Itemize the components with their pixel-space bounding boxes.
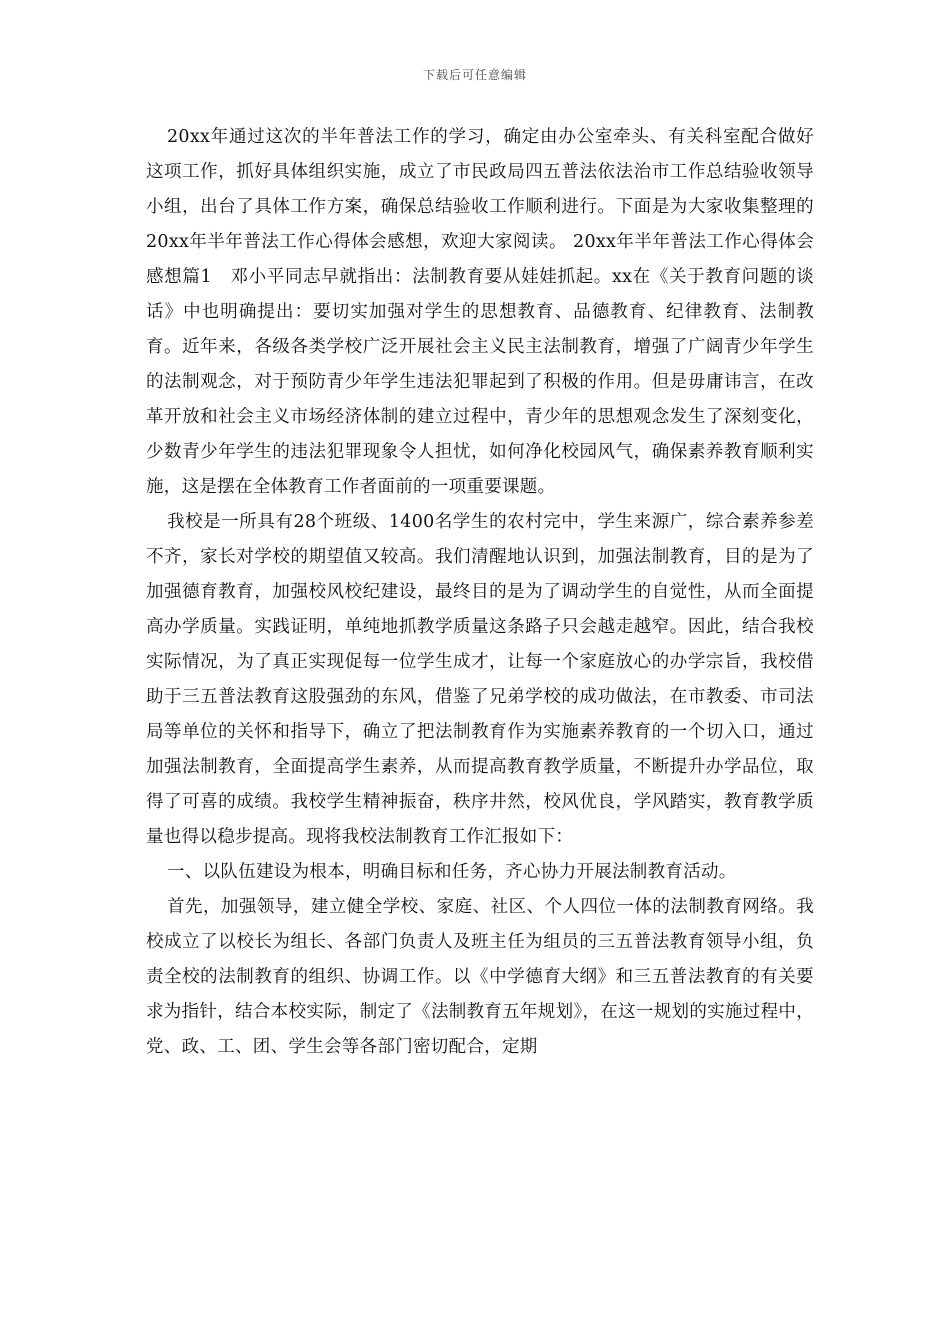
paragraph-intro: 20xx年通过这次的半年普法工作的学习，确定由办公室牵头、有关科室配合做好这项工作，抓好具体组织实施，成立了市民政局四五普法依法治市工作总结验收领导小组，出台了具体工作方案，确保总结验收工作顺利进行。下面是为大家收集整理的20xx年半年普法工作心得体会感想，欢迎大家阅读。 20xx年半年普法工作心得体会感想篇1 邓小平同志早就指出：法制教育要从娃娃抓起。xx在《关于教育问题的谈话》中也明确提出：要切实加强对学生的思想教育、品德教育、纪律教育、法制教育。近年来，各级各类学校广泛开展社会主义民主法制教育，增强了广阔青少年学生的法制观念，对于预防青少年学生违法犯罪起到了积极的作用。但是毋庸讳言，在改革开放和社会主义市场经济体制的建立过程中，青少年的思想观念发生了深刻变化，少数青少年学生的违法犯罪现象令人担忧，如何净化校园风气，确保素养教育顺利实施，这是摆在全体教育工作者面前的一项重要课题。 [146,127,814,497]
page-header: 下载后可任意编辑 [422,68,527,82]
paragraph-leadership: 首先，加强领导，建立健全学校、家庭、社区、个人四位一体的法制教育网络。我校成立了以校长为组长、各部门负责人及班主任为组员的三五普法教育领导小组，负责全校的法制教育的组织、协调工作。以《中学德育大纲》和三五普法教育的有关要求为指针，结合本校实际，制定了《法制教育五年规划》，在这一规划的实施过程中，党、政、工、团、学生会等各部门密切配合，定期 [146,897,814,1057]
section-heading-one: 一、以队伍建设为根本，明确目标和任务，齐心协力开展法制教育活动。 [167,862,737,882]
paragraph-school-overview: 我校是一所具有28个班级、1400名学生的农村完中，学生来源广，综合素养参差不齐，家长对学校的期望值又较高。我们清醒地认识到，加强法制教育，目的是为了加强德育教育，加强校风校纪建设，最终目的是为了调动学生的自觉性，从而全面提高办学质量。实践证明，单纯地抓教学质量这条路子只会越走越窄。因此，结合我校实际情况，为了真正实现促每一位学生成才，让每一个家庭放心的办学宗旨，我校借助于三五普法教育这股强劲的东风，借鉴了兄弟学校的成功做法，在市教委、市司法局等单位的关怀和指导下，确立了把法制教育作为实施素养教育的一个切入口，通过加强法制教育，全面提高学生素养，从而提高教育教学质量，不断提升办学品位，取得了可喜的成绩。我校学生精神振奋，秩序井然，校风优良，学风踏实，教育教学质量也得以稳步提高。现将我校法制教育工作汇报如下： [146,512,814,847]
document-body [146,120,814,1065]
